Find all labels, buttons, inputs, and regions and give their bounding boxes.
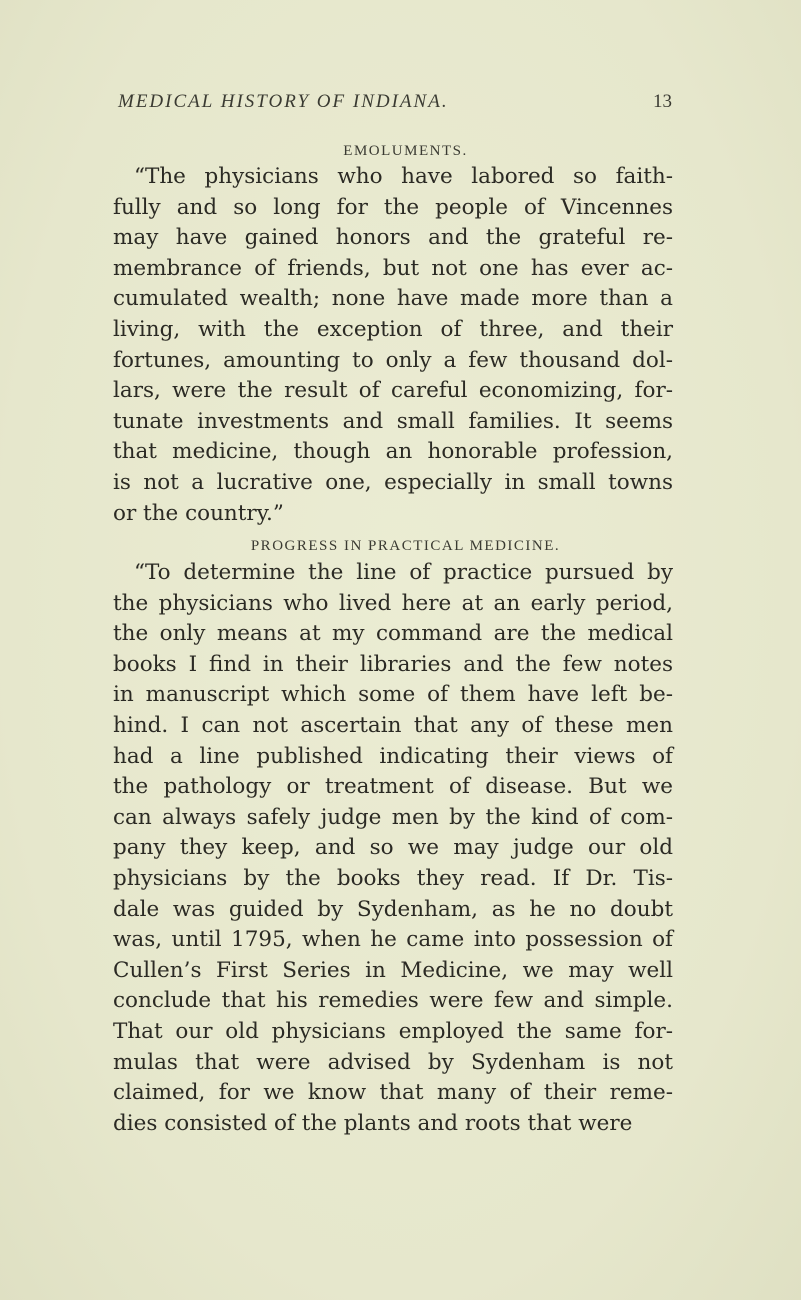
text-line: “To determine the line of practice pursued by bbox=[134, 560, 673, 585]
text-line: books I find in their libraries and the few notes bbox=[113, 651, 673, 677]
text-line: fully and so long for the people of Vincennes bbox=[113, 194, 673, 220]
text-line: Cullen’s First Series in Medicine, we may well bbox=[113, 957, 673, 983]
text-line: the only means at my command are the medical bbox=[113, 621, 673, 647]
text-line: the physicians who lived here at an early period, bbox=[113, 590, 673, 616]
text-line: can always safely judge men by the kind of com- bbox=[113, 804, 673, 830]
text-line: mulas that were advised by Sydenham is not bbox=[113, 1049, 673, 1075]
page-number: 13 bbox=[653, 91, 672, 112]
running-title: MEDICAL HISTORY OF INDIANA. bbox=[118, 91, 449, 112]
text-line: dale was guided by Sydenham, as he no doubt bbox=[113, 896, 673, 922]
section-heading-progress: PROGRESS IN PRACTICAL MEDICINE. bbox=[250, 538, 561, 554]
text-line: pany they keep, and so we may judge our old bbox=[113, 835, 673, 861]
text-line: may have gained honors and the grateful re- bbox=[113, 225, 673, 251]
text-line: membrance of friends, but not one has ever ac- bbox=[113, 255, 673, 281]
section-heading-emoluments: EMOLUMENTS. bbox=[343, 143, 468, 159]
text-line: fortunes, amounting to only a few thousand dol- bbox=[113, 347, 673, 373]
paragraph-progress bbox=[113, 558, 673, 1139]
text-line: conclude that his remedies were few and simple. bbox=[113, 988, 673, 1014]
running-head bbox=[0, 91, 801, 117]
text-line: lars, were the result of careful economizing, for- bbox=[113, 378, 673, 404]
text-line: had a line published indicating their views of bbox=[113, 743, 673, 769]
text-line: cumulated wealth; none have made more than a bbox=[113, 286, 673, 312]
text-line: physicians by the books they read. If Dr. Tis- bbox=[113, 865, 673, 891]
text-line: That our old physicians employed the same for- bbox=[113, 1018, 673, 1044]
text-line: hind. I can not ascertain that any of these men bbox=[113, 712, 673, 738]
text-line: or the country.” bbox=[113, 500, 284, 526]
text-line: claimed, for we know that many of their reme- bbox=[113, 1080, 673, 1106]
text-line: the pathology or treatment of disease. But we bbox=[113, 774, 673, 800]
text-line: tunate investments and small families. It seems bbox=[113, 408, 673, 434]
text-line: is not a lucrative one, especially in small towns bbox=[113, 469, 673, 495]
text-line: in manuscript which some of them have left be- bbox=[113, 682, 673, 708]
paragraph-emoluments bbox=[113, 162, 673, 529]
text-line: living, with the exception of three, and their bbox=[113, 316, 673, 342]
text-line: “The physicians who have labored so faith- bbox=[134, 164, 673, 189]
text-line: that medicine, though an honorable profession, bbox=[113, 439, 673, 465]
text-line: dies consisted of the plants and roots that were bbox=[113, 1110, 633, 1136]
text-line: was, until 1795, when he came into possession of bbox=[113, 927, 673, 953]
